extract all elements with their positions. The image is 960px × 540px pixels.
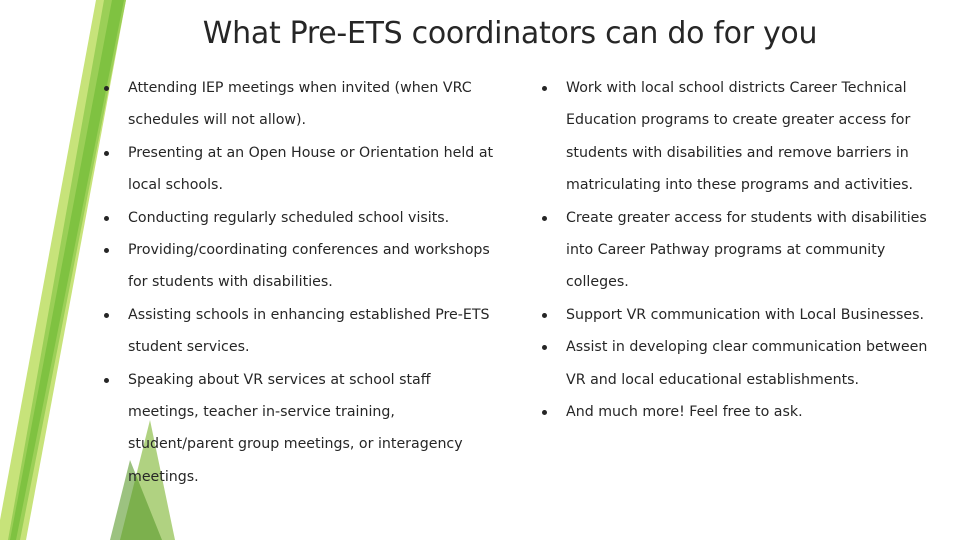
bullet-icon bbox=[542, 345, 547, 350]
list-item-text: Presenting at an Open House or Orientation held at local schools. bbox=[128, 144, 494, 194]
list-item-text: Support VR communication with Local Businesses. bbox=[566, 306, 924, 323]
bullet-icon bbox=[104, 151, 109, 156]
list-item bbox=[104, 234, 504, 299]
list-item-text: Attending IEP meetings when invited (when VRC schedules will not allow). bbox=[128, 80, 472, 129]
list-item bbox=[542, 299, 942, 331]
bullet-icon bbox=[542, 86, 547, 91]
slide-title: What Pre-ETS coordinators can do for you bbox=[202, 16, 818, 51]
bullet-icon bbox=[542, 313, 547, 318]
list-item-text: Work with local school districts Career Technical Education programs to create greater access for students with disabilities and remove barriers in matriculating into these programs and activities. bbox=[566, 80, 914, 194]
list-item bbox=[104, 299, 504, 364]
list-item bbox=[104, 364, 504, 494]
list-item-text: Speaking about VR services at school staff meetings, teacher in-service training, student/parent group meetings, or interagency meetings. bbox=[128, 371, 463, 485]
list-item bbox=[104, 137, 504, 202]
left-bullet-list bbox=[104, 72, 504, 493]
list-item-text: Providing/coordinating conferences and workshops for students with disabilities. bbox=[128, 242, 490, 291]
bullet-icon bbox=[104, 86, 109, 91]
list-item-text: Create greater access for students with disabilities into Career Pathway programs at community colleges. bbox=[566, 209, 927, 291]
list-item bbox=[104, 72, 504, 137]
bullet-icon bbox=[542, 410, 547, 415]
bullet-icon bbox=[542, 216, 547, 221]
list-item-text: Assist in developing clear communication between VR and local educational establishments. bbox=[566, 339, 928, 388]
list-item bbox=[542, 396, 942, 428]
list-item-text: And much more! Feel free to ask. bbox=[566, 404, 803, 421]
list-item bbox=[542, 202, 942, 299]
bullet-icon bbox=[104, 248, 109, 253]
list-item bbox=[104, 202, 504, 234]
bullet-icon bbox=[104, 313, 109, 318]
bullet-icon bbox=[104, 378, 109, 383]
list-item bbox=[542, 331, 942, 396]
list-item-text: Assisting schools in enhancing established Pre-ETS student services. bbox=[128, 306, 490, 356]
list-item bbox=[542, 72, 942, 202]
list-item-text: Conducting regularly scheduled school visits. bbox=[128, 209, 450, 226]
right-bullet-list bbox=[542, 72, 942, 428]
bullet-icon bbox=[104, 216, 109, 221]
